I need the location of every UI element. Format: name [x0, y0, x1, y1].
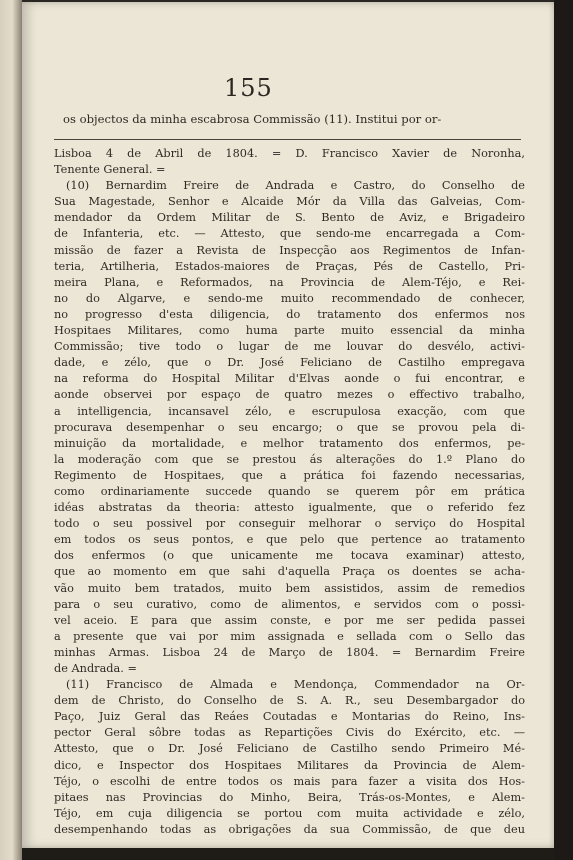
text-line: Attesto, que o Dr. José Feliciano de Castilho sendo Primeiro Mé-	[54, 742, 525, 756]
text-line: meira Plana, e Reformados, na Provincia de Alem-Téjo, e Rei-	[54, 275, 525, 289]
footnote-separator	[54, 139, 521, 140]
text-line: (10) Bernardim Freire de Andrada e Castro, do Conselho de	[66, 179, 525, 193]
text-line: vel aceio. E para que assim conste, e por me ser pedida passei	[54, 613, 525, 627]
text-line: todo o seu possivel por conseguir melhorar o serviço do Hospital	[54, 517, 525, 531]
text-line: missão de fazer a Revista de Inspecção aos Regimentos de Infan-	[54, 243, 525, 257]
text-line: para o seu curativo, como de alimentos, e servidos com o possi-	[54, 597, 525, 611]
text-line: em todos os seus pontos, e que pelo que pertence ao tratamento	[54, 533, 525, 547]
text-line: pitaes nas Provincias do Minho, Beira, Trás-os-Montes, e Alem-	[54, 790, 525, 804]
scan-border-right	[554, 0, 573, 860]
scan-border-bottom	[22, 848, 554, 860]
text-line: dem de Christo, do Conselho de S. A. R., seu Desembargador do	[54, 694, 525, 708]
text-line: aonde observei por espaço de quatro mezes o effectivo trabalho,	[54, 388, 525, 402]
text-line: teria, Artilheria, Estados-maiores de Praças, Pés de Castello, Pri-	[54, 259, 525, 273]
text-line: la moderação com que se prestou ás alterações do 1.º Plano do	[54, 452, 525, 466]
book-left-edge	[0, 0, 22, 860]
text-line: Hospitaes Militares, como huma parte muito essencial da minha	[54, 324, 525, 338]
text-line: Tenente General. =	[54, 163, 166, 177]
text-line: vão muito bem tratados, muito bem assistidos, assim de remedios	[54, 581, 525, 595]
text-line: a presente que vai por mim assignada e sellada com o Sello das	[54, 629, 525, 643]
continuation-line: os objectos da minha escabrosa Commissão (11). Institui por or-	[63, 112, 442, 126]
text-line: de Andrada. =	[54, 662, 137, 675]
text-line: (11) Francisco de Almada e Mendonça, Commendador na Or-	[66, 678, 525, 692]
text-line: que ao momento em que sahi d'aquella Praça os doentes se acha-	[54, 565, 525, 579]
text-line: Sua Magestade, Senhor e Alcaide Mór da Villa das Galveias, Com-	[54, 195, 525, 209]
text-line: dade, e zélo, que o Dr. José Feliciano de Castilho empregava	[54, 356, 525, 370]
page-number: 155	[224, 74, 273, 102]
text-line: no progresso d'esta diligencia, do tratamento dos enfermos nos	[54, 307, 525, 321]
text-line: minhas Armas. Lisboa 24 de Março de 1804. = Bernardim Freire	[54, 645, 525, 659]
text-line: no do Algarve, e sendo-me muito recommendado de conhecer,	[54, 291, 525, 305]
text-line: desempenhando todas as obrigações da sua Commissão, de que deu	[54, 822, 525, 836]
text-line: Téjo, em cuja diligencia se portou com muita actividade e zélo,	[54, 806, 525, 820]
text-line: a intelligencia, incansavel zélo, e escrupulosa exacção, com que	[54, 404, 525, 418]
text-line: minuição da mortalidade, e melhor tratamento dos enfermos, pe-	[54, 436, 525, 450]
text-line: dos enfermos (o que unicamente me tocava examinar) attesto,	[54, 549, 525, 563]
text-line: na reforma do Hospital Militar d'Elvas aonde o fui encontrar, e	[54, 372, 525, 386]
footnote-body	[54, 146, 525, 838]
text-line: Commissão; tive todo o lugar de me louvar do desvélo, activi-	[54, 340, 525, 354]
text-line: Regimento de Hospitaes, que a prática foi fazendo necessarias,	[54, 468, 525, 482]
text-line: pector Geral sôbre todas as Repartições Civis do Exército, etc. —	[54, 726, 525, 740]
text-line: Téjo, o escolhi de entre todos os mais para fazer a visita dos Hos-	[54, 774, 525, 788]
text-line: Paço, Juiz Geral das Reáes Coutadas e Montarias do Reino, Ins-	[54, 710, 525, 724]
text-line: de Infanteria, etc. — Attesto, que sendo-me encarregada a Com-	[54, 227, 525, 241]
text-line: mendador da Ordem Militar de S. Bento de Aviz, e Brigadeiro	[54, 211, 525, 225]
text-line: dico, e Inspector dos Hospitaes Militares da Provincia de Alem-	[54, 758, 525, 772]
text-line: procurava desempenhar o seu encargo; o que se provou pela di-	[54, 420, 525, 434]
text-line: idéas abstratas da theoria: attesto igualmente, que o referido fez	[54, 501, 525, 515]
text-line: Lisboa 4 de Abril de 1804. = D. Francisco Xavier de Noronha,	[54, 147, 525, 160]
text-line: como ordinariamente succede quando se querem pôr em prática	[54, 484, 525, 498]
